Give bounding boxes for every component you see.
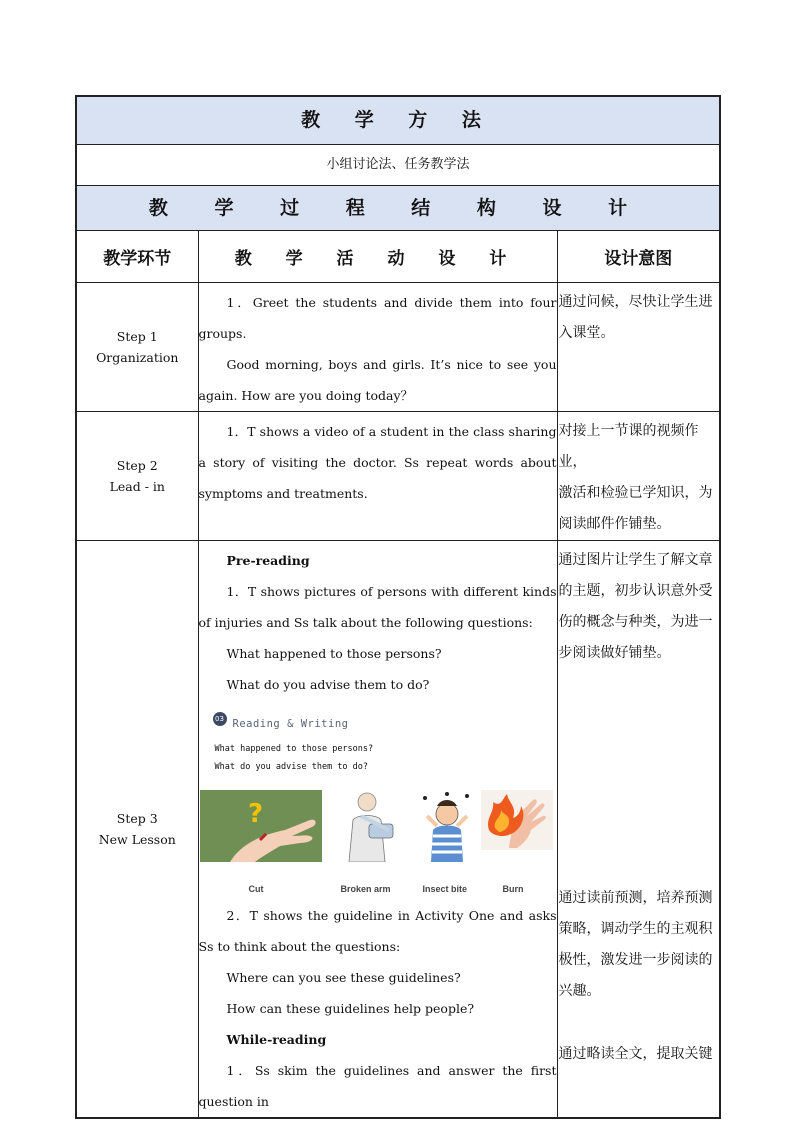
intent-line: 的主题，初步认识意外受 <box>558 583 713 599</box>
intent-block-1 <box>559 545 720 883</box>
header-intent: 设计意图 <box>557 231 720 283</box>
pre-reading-question: What happened to those persons? <box>226 646 442 661</box>
intent-block-2 <box>559 883 720 1039</box>
intent-line: 通过图片让学生了解文章 <box>558 552 713 568</box>
intent-line: 兴趣。 <box>558 983 601 999</box>
step2-label: Step 2 <box>116 458 158 473</box>
caption-insect-bite: Insect bite <box>422 884 468 894</box>
step1-line2: Good morning, boys and girls. It’s nice to see you again. How are you doing today？ <box>198 357 557 403</box>
slide-title: Reading & Writing <box>232 718 349 730</box>
intent-line: 伤的概念与种类，为进一 <box>558 614 713 630</box>
caption-burn: Burn <box>502 884 524 894</box>
step2-intent-line: 对接上一节课的视频作业， <box>558 423 699 470</box>
process-design-title: 教 学 过 程 结 构 设 计 <box>76 186 720 231</box>
injury-slide-image <box>199 704 555 894</box>
broken-arm-picture <box>339 790 403 862</box>
svg-text:?: ? <box>247 799 263 829</box>
pre-reading-question: What do you advise them to do? <box>226 677 430 692</box>
step2-name: Lead - in <box>109 479 165 494</box>
slide-number-badge: 03 <box>213 712 227 726</box>
while-reading-line: 1．Ss skim the guidelines and answer the first question in <box>198 1063 557 1109</box>
step2-cell <box>76 412 198 541</box>
step1-label: Step 1 <box>116 329 158 344</box>
step1-cell <box>76 283 198 412</box>
burn-picture <box>481 790 553 850</box>
step1-intent <box>557 283 720 412</box>
activity-line-2: 2．T shows the guideline in Activity One and asks Ss to think about the questions: <box>198 908 557 954</box>
intent-line: 策略，调动学生的主观积 <box>558 921 713 937</box>
slide-question: What do you advise them to do? <box>214 762 369 772</box>
step2-intent-line: 激活和检验已学知识，为 <box>558 485 713 501</box>
caption-cut: Cut <box>248 884 264 894</box>
step2-intent <box>557 412 720 541</box>
caption-broken-arm: Broken arm <box>340 884 391 894</box>
pre-reading-heading: Pre-reading <box>226 553 310 568</box>
step2-intent-line: 阅读邮件作铺垫。 <box>558 516 671 532</box>
header-phase: 教学环节 <box>76 231 198 283</box>
pre-reading-line: 1．T shows pictures of persons with different kinds of injuries and Ss talk about the following questions: <box>198 584 557 630</box>
guideline-question: Where can you see these guidelines? <box>226 970 461 985</box>
step3-label: Step 3 <box>116 811 158 826</box>
step1-line1: 1．Greet the students and divide them into four groups. <box>198 295 557 341</box>
while-reading-heading: While-reading <box>226 1032 327 1047</box>
step1-name: Organization <box>96 350 179 365</box>
step1-intent-line: 入课堂。 <box>558 325 615 341</box>
intent-line: 步阅读做好铺垫。 <box>558 645 671 661</box>
step3-activity <box>198 541 557 1119</box>
step3-cell <box>76 541 198 1119</box>
step3-intent <box>557 541 720 1119</box>
intent-line: 通过略读全文，提取关键 <box>558 1046 713 1062</box>
lesson-plan-page <box>75 95 719 1109</box>
step2-line1: 1．T shows a video of a student in the class sharing a story of visiting the doctor. Ss repeat words about symptoms and treatments. <box>198 424 557 501</box>
teaching-method-content: 小组讨论法、任务教学法 <box>76 145 720 186</box>
slide-question: What happened to those persons? <box>214 744 374 754</box>
teaching-method-title: 教 学 方 法 <box>76 96 720 145</box>
insect-bite-picture <box>417 790 477 862</box>
intent-line: 极性，激发进一步阅读的 <box>558 952 713 968</box>
step2-activity <box>198 412 557 541</box>
intent-line: 通过读前预测，培养预测 <box>558 890 713 906</box>
guideline-question: How can these guidelines help people? <box>226 1001 475 1016</box>
header-activity: 教 学 活 动 设 计 <box>198 231 557 283</box>
cut-finger-picture <box>200 790 322 862</box>
step3-name: New Lesson <box>98 832 176 847</box>
step1-activity <box>198 283 557 412</box>
lesson-plan-table <box>75 95 721 1119</box>
intent-block-3 <box>559 1039 720 1070</box>
step1-intent-line: 通过问候，尽快让学生进 <box>558 294 713 310</box>
